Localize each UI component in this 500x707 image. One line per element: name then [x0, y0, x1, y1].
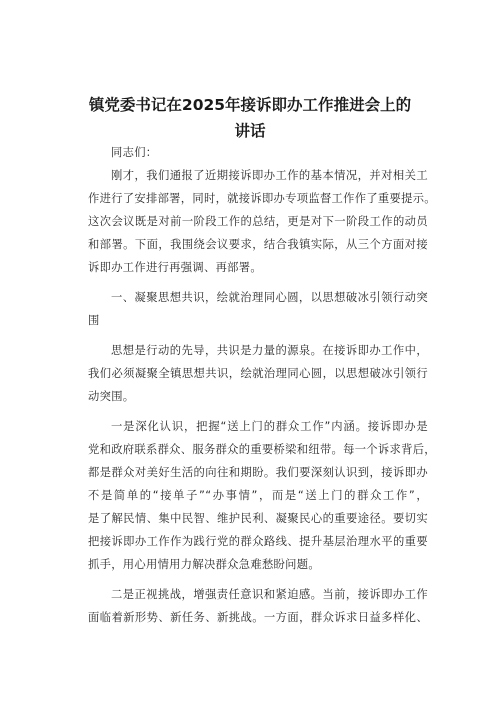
body-line: 作进行了安排部署，同时，就接诉即办专项监督工作作了重要提示。: [88, 192, 436, 205]
body-line: 是了解民情、集中民智、维护民利、凝聚民心的重要途径。要切实: [88, 512, 428, 525]
body-line: 党和政府联系群众、服务群众的重要桥梁和纽带。每一个诉求背后，: [88, 443, 436, 456]
section-heading-line: 一、凝聚思想共识，绘就治理同心圆，以思想破冰引领行动突: [111, 291, 428, 304]
body-line: 这次会议既是对前一阶段工作的总结，更是对下一阶段工作的动员: [88, 215, 428, 228]
body-line: 不是简单的“接单子”“办事情”，而是“送上门的群众工作”，: [88, 489, 428, 502]
body-line: 动突围。: [88, 390, 135, 403]
document-title-line-2: 讲话: [234, 122, 266, 140]
body-line: 都是群众对美好生活的向往和期盼。我们要深刻认识到，接诉即办: [88, 466, 428, 479]
body-line: 一是深化认识，把握“送上门的群众工作”内涵。接诉即办是: [111, 420, 428, 433]
section-heading-line: 围: [88, 314, 100, 327]
body-line: 和部署。下面，我围绕会议要求，结合我镇实际，从三个方面对接: [88, 238, 428, 251]
body-line: 思想是行动的先导，共识是力量的源泉。在接诉即办工作中，: [111, 344, 428, 357]
body-line: 把接诉即办工作作为践行党的群众路线、提升基层治理水平的重要: [88, 535, 428, 548]
body-line: 刚才，我们通报了近期接诉即办工作的基本情况，并对相关工: [111, 169, 428, 182]
body-line: 二是正视挑战，增强责任意识和紧迫感。当前，接诉即办工作: [111, 588, 428, 601]
document-title-line-1: 镇党委书记在2025年接诉即办工作推进会上的: [88, 96, 412, 114]
body-line: 抓手，用心用情用力解决群众急难愁盼问题。: [88, 558, 320, 571]
body-line: 诉即办工作进行再强调、再部署。: [88, 261, 262, 274]
body-line: 面临着新形势、新任务、新挑战。一方面，群众诉求日益多样化、: [88, 611, 428, 624]
salutation: 同志们：: [111, 146, 158, 159]
body-line: 我们必须凝聚全镇思想共识，绘就治理同心圆，以思想破冰引领行: [88, 367, 428, 380]
